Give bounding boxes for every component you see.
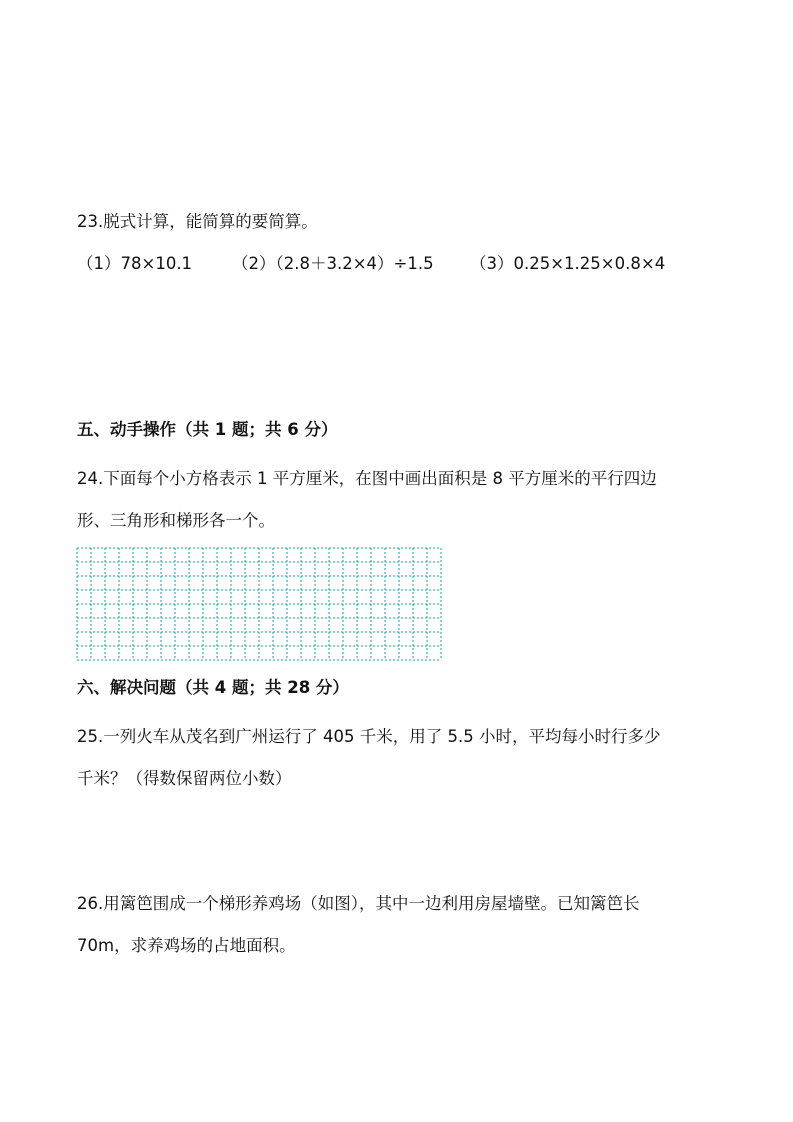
section-5-heading: 五、动手操作（共 1 题；共 6 分）: [77, 420, 338, 439]
question-23-part-3: （3）0.25×1.25×0.8×4: [470, 254, 666, 273]
question-25-line-1: 25.一列火车从茂名到广州运行了 405 千米，用了 5.5 小时，平均每小时行多少: [77, 727, 661, 746]
question-26-line-1: 26.用篱笆围成一个梯形养鸡场（如图），其中一边利用房屋墙壁。已知篱笆长: [77, 894, 640, 913]
question-23-part-1: （1）78×10.1: [77, 254, 193, 273]
question-23-title: 23.脱式计算，能简算的要简算。: [77, 212, 318, 231]
question-24-line-2: 形、三角形和梯形各一个。: [77, 511, 275, 530]
question-23-part-2: （2）（2.8＋3.2×4）÷1.5: [232, 254, 434, 273]
question-24-line-1: 24.下面每个小方格表示 1 平方厘米，在图中画出面积是 8 平方厘米的平行四边: [77, 469, 657, 488]
square-grid: [76, 546, 442, 662]
question-25-line-2: 千米？（得数保留两位小数）: [77, 769, 292, 788]
question-26-line-2: 70m，求养鸡场的占地面积。: [77, 936, 296, 955]
section-6-heading: 六、解决问题（共 4 题；共 28 分）: [77, 678, 349, 697]
